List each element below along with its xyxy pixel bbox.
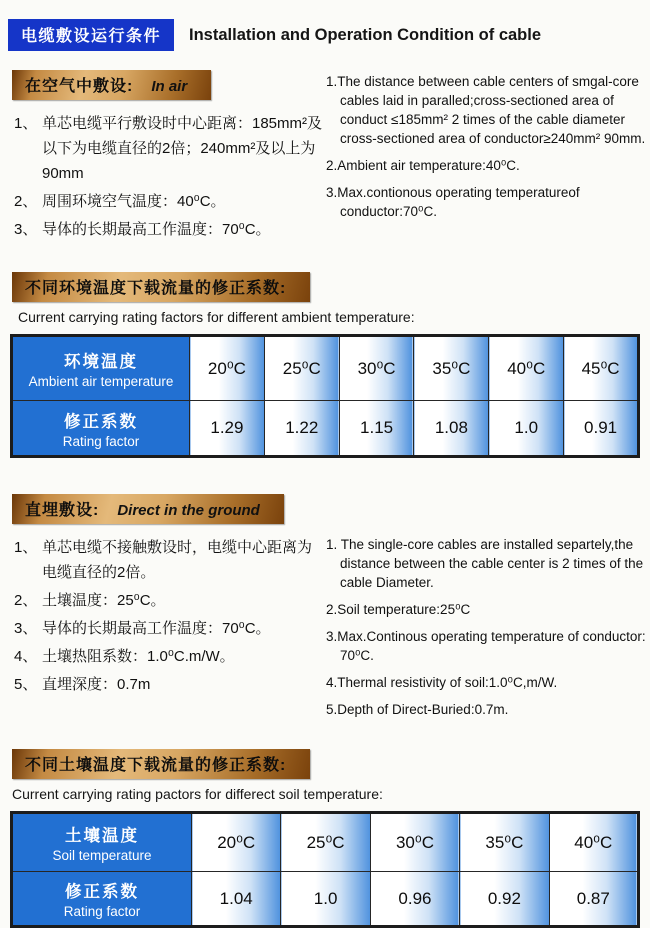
in-air-bar-zh: 在空气中敷设: [25, 78, 134, 95]
ambient-factors-caption: Current carrying rating factors for different ambient temperature: [18, 309, 415, 325]
list-item: 4.Thermal resistivity of soil:1.0⁰C,m/W. [326, 675, 558, 690]
factor-cell: 0.92 [460, 872, 549, 927]
list-item [12, 217, 322, 242]
item-text: 土壤热阻系数：1.0⁰C.m/W。 [42, 648, 235, 665]
ground-en-list [322, 533, 650, 727]
header-en: Rating factor [62, 433, 140, 449]
item-number: 1、 [14, 115, 38, 132]
item-number: 3、 [14, 620, 38, 637]
soil-factors-bar [12, 749, 310, 779]
list-item: 3.Max.contionous operating temperatureof conductor:70⁰C. [326, 185, 580, 219]
temp-cell: 40⁰C [549, 813, 638, 872]
header-zh: 修正系数 [65, 883, 139, 901]
header-zh: 土壤温度 [65, 827, 139, 845]
temp-cell: 35⁰C [414, 336, 489, 401]
list-item [12, 644, 322, 669]
temp-cell: 30⁰C [370, 813, 459, 872]
temp-cell: 35⁰C [460, 813, 549, 872]
ambient-factors-bar [12, 272, 310, 302]
in-air-left-column [0, 70, 322, 245]
item-number: 3、 [14, 221, 38, 238]
table-header-cell [12, 813, 192, 872]
list-item: 5.Depth of Direct-Buried:0.7m. [326, 702, 509, 717]
soil-factors-header [12, 749, 650, 779]
item-text: 单芯电缆不接触敷设时，电缆中心距离为电缆直径的2倍。 [42, 539, 313, 581]
soil-factors-bar-text: 不同土壤温度下载流量的修正系数: [25, 757, 287, 774]
table-header-cell [12, 401, 190, 457]
list-item: 3.Max.Continous operating temperature of conductor: 70⁰C. [326, 629, 646, 663]
list-item [12, 111, 322, 186]
table-row [12, 872, 639, 927]
factor-cell: 1.0 [281, 872, 370, 927]
temp-cell: 45⁰C [564, 336, 639, 401]
header-en: Soil temperature [52, 848, 152, 863]
factor-cell: 1.22 [264, 401, 339, 457]
table-header-cell [12, 336, 190, 401]
ground-bar-zh: 直埋敷设: [25, 502, 100, 519]
in-air-section-bar [12, 70, 211, 100]
ambient-temperature-table [10, 334, 640, 458]
temp-cell: 20⁰C [190, 336, 265, 401]
temp-cell: 30⁰C [339, 336, 414, 401]
list-item [12, 189, 322, 214]
list-item [12, 535, 322, 585]
factor-cell: 0.91 [564, 401, 639, 457]
item-text: 直埋深度：0.7m [42, 676, 151, 693]
header-en: Rating factor [63, 904, 141, 919]
item-number: 2、 [14, 592, 38, 609]
item-number: 1、 [14, 539, 38, 556]
ground-section-bar [12, 494, 284, 524]
factor-cell: 1.0 [489, 401, 564, 457]
factor-cell: 1.08 [414, 401, 489, 457]
list-item: 1.The distance between cable centers of smgal-core cables laid in paralled;cross-sectioned area of conduct ≤185mm² 2 times of the cable diameter cross-sectioned area of conductor≥240mm² 90mm. [326, 74, 646, 146]
factor-cell: 1.15 [339, 401, 414, 457]
temp-cell: 20⁰C [192, 813, 281, 872]
in-air-bar-en: In air [151, 78, 188, 95]
item-text: 单芯电缆平行敷设时中心距离：185mm²及以下为电缆直径的2倍；240mm²及以上为90mm [42, 115, 323, 182]
temp-cell: 25⁰C [281, 813, 370, 872]
item-number: 2、 [14, 193, 38, 210]
ground-left-column [0, 494, 322, 727]
ground-zh-list [12, 535, 322, 697]
item-number: 5、 [14, 676, 38, 693]
table-row [12, 813, 639, 872]
factor-cell: 1.04 [192, 872, 281, 927]
list-item [12, 616, 322, 641]
factor-cell: 0.96 [370, 872, 459, 927]
factor-cell: 1.29 [190, 401, 265, 457]
item-number: 4、 [14, 648, 38, 665]
section-direct-ground [0, 494, 650, 727]
list-item: 2.Soil temperature:25⁰C [326, 602, 471, 617]
table-header-cell [12, 872, 192, 927]
section-in-air [0, 70, 650, 245]
ground-bar-en: Direct in the ground [117, 502, 260, 519]
in-air-zh-list [12, 111, 322, 242]
header-zh: 修正系数 [64, 412, 138, 431]
in-air-en-list [322, 70, 650, 245]
factor-cell: 0.87 [549, 872, 638, 927]
soil-temperature-table [10, 811, 640, 928]
soil-factors-caption: Current carrying rating pactors for differect soil temperature: [12, 786, 383, 802]
list-item [12, 588, 322, 613]
list-item: 2.Ambient air temperature:40⁰C. [326, 158, 520, 173]
temp-cell: 40⁰C [489, 336, 564, 401]
header-en: Ambient air temperature [28, 374, 174, 389]
list-item: 1. The single-core cables are installed separtely,the distance between the cable center is 2 times of the cable Diameter. [326, 537, 644, 590]
table-row [12, 401, 639, 457]
page-header [8, 19, 650, 51]
temp-cell: 25⁰C [264, 336, 339, 401]
ambient-factors-header [12, 272, 650, 302]
item-text: 导体的长期最高工作温度：70⁰C。 [42, 221, 271, 238]
page-title: Installation and Operation Condition of cable [189, 25, 542, 44]
ambient-factors-bar-text: 不同环境温度下载流量的修正系数: [25, 280, 287, 297]
table-row [12, 336, 639, 401]
header-zh: 环境温度 [64, 353, 138, 371]
header-badge-zh: 电缆敷设运行条件 [8, 19, 174, 51]
item-text: 导体的长期最高工作温度：70⁰C。 [42, 620, 271, 637]
item-text: 周围环境空气温度：40⁰C。 [42, 193, 226, 210]
list-item [12, 672, 322, 697]
item-text: 土壤温度：25⁰C。 [42, 592, 166, 609]
